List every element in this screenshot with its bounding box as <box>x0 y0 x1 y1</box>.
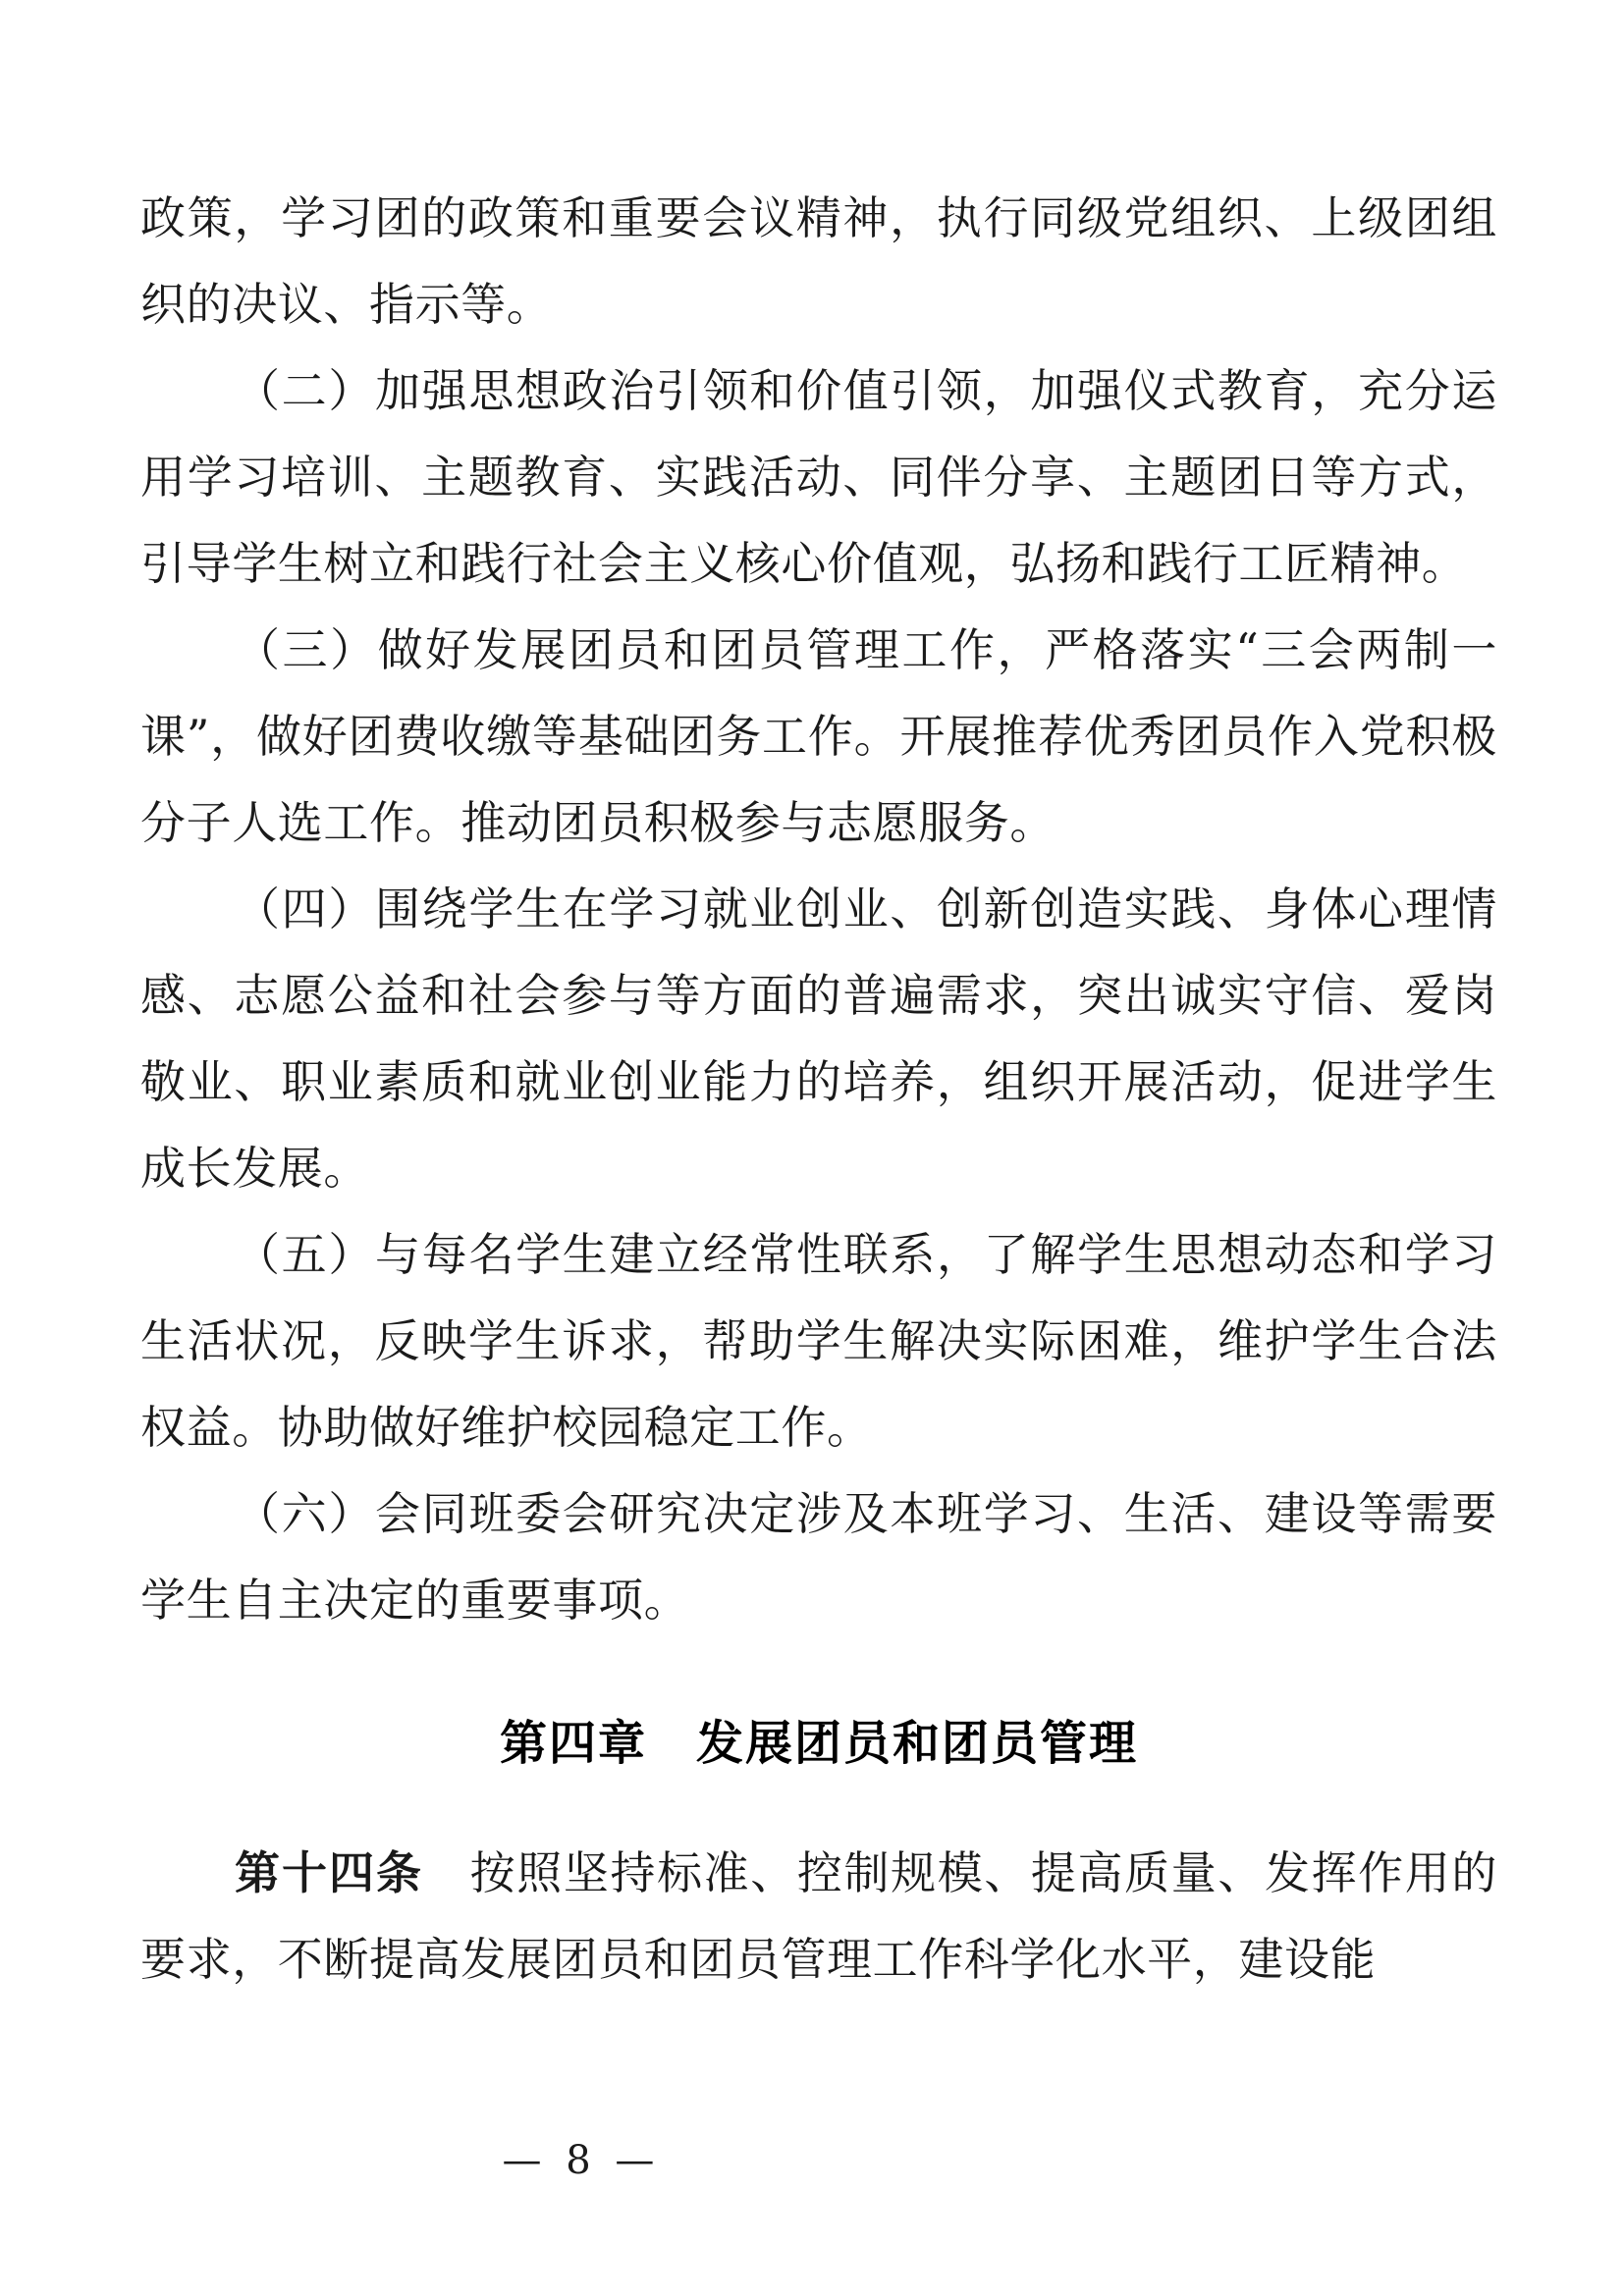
page-number: — 8 — <box>502 2138 661 2183</box>
heading-spacer-top <box>140 1643 1497 1700</box>
page-content-area <box>140 175 1497 2002</box>
paragraph-item-five: （五）与每名学生建立经常性联系，了解学生思想动态和学习生活状况，反映学生诉求，帮助学生解决实际困难，维护学生合法权益。协助做好维护校园稳定工作。 <box>140 1228 1497 1454</box>
chapter-heading: 第四章 发展团员和团员管理 <box>499 1716 1138 1771</box>
article-separator <box>423 1846 470 1899</box>
paragraph-continued: 政策，学习团的政策和重要会议精神，执行同级党组织、上级团组织的决议、指示等。 <box>140 191 1497 331</box>
paragraph-item-three: （三）做好发展团员和团员管理工作，严格落实“三会两制一课”，做好团费收缴等基础团务工作。开展推荐优秀团员作入党积极分子人选工作。推动团员积极参与志愿服务。 <box>140 623 1497 849</box>
paragraph-item-two: （二）加强思想政治引领和价值引领，加强仪式教育，充分运用学习培训、主题教育、实践活动、同伴分享、主题团日等方式，引导学生树立和践行社会主义核心价值观，弘扬和践行工匠精神。 <box>140 364 1497 590</box>
article-body-text: 按照坚持标准、控制规模、提高质量、发挥作用的要求，不断提高发展团员和团员管理工作科学化水平，建设能 <box>140 1846 1497 1986</box>
paragraph-article-fourteen <box>140 1830 1497 2002</box>
paragraph-item-four: （四）围绕学生在学习就业创业、创新创造实践、身体心理情感、志愿公益和社会参与等方面的普遍需求，突出诚实守信、爱岗敬业、职业素质和就业创业能力的培养，组织开展活动，促进学生成长发展。 <box>140 882 1497 1195</box>
heading-spacer-bottom <box>140 1787 1497 1830</box>
article-marker: 第十四条 <box>235 1846 424 1899</box>
paragraph-item-six: （六）会同班委会研究决定涉及本班学习、生活、建设等需要学生自主决定的重要事项。 <box>140 1487 1497 1627</box>
